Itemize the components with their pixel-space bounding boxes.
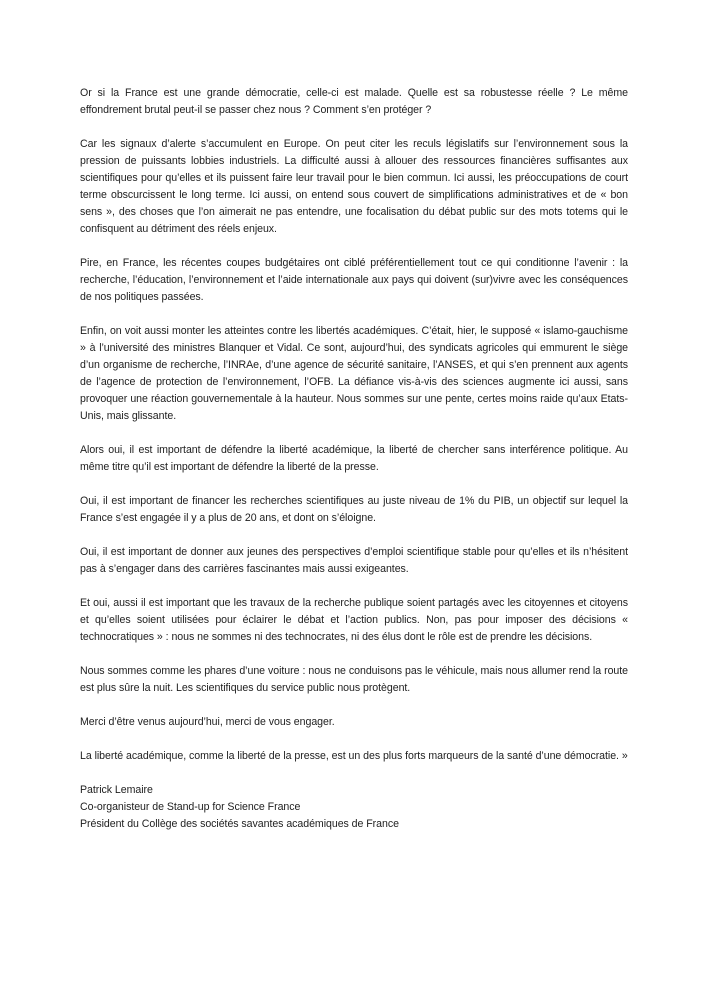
paragraph-young-scientists: Oui, il est important de donner aux jeunes des perspectives d’emploi scientifique stable pour qu’elles et ils n’hésitent pas à s’engager dans des carrières fascinantes mais aussi exigeantes. [80, 546, 628, 575]
paragraph-warning-signals: Car les signaux d’alerte s’accumulent en Europe. On peut citer les reculs législatifs sur l’environnement sous la pression de puissants lobbies industriels. La difficulté aussi à allouer des ressources financières suffisantes aux scientifiques pour qu’elles et ils puissent faire leur travail pour le bien commun. Ici aussi, les préoccupations de court terme obscurcissent le long terme. Ici aussi, on entend sous couvert de simplifications administratives et de « bon sens », des choses que l’on aimerait ne pas entendre, une focalisation du débat public sur des mots totems qui le confisquent au détriment des réels enjeux. [80, 138, 628, 235]
paragraph-democracy-question: Or si la France est une grande démocratie, celle-ci est malade. Quelle est sa robustesse réelle ? Le même effondrement brutal peut-il se passer chez nous ? Comment s’en protéger ? [80, 87, 628, 116]
paragraph-conclusion: La liberté académique, comme la liberté de la presse, est un des plus forts marqueurs de la santé d’une démocratie. » [80, 750, 628, 762]
signature-title-president: Président du Collège des sociétés savantes académiques de France [80, 818, 399, 830]
signature-title-organizer: Co-organisteur de Stand-up for Science France [80, 801, 301, 813]
paragraph-research-funding: Oui, il est important de financer les recherches scientifiques au juste niveau de 1% du PIB, un objectif sur lequel la France s’est engagée il y a plus de 20 ans, et dont on s’éloigne. [80, 495, 628, 524]
paragraph-public-research-sharing: Et oui, aussi il est important que les travaux de la recherche publique soient partagés avec les citoyennes et citoyens et qu’elles soient utilisées pour éclairer le débat et l’action publics. Non, pas pour imposer des décisions « technocratiques » : nous ne sommes ni des technocrates, ni des élus dont le rôle est de prendre les décisions. [80, 597, 628, 643]
signature-block [80, 782, 628, 833]
paragraph-academic-freedom-attacks: Enfin, on voit aussi monter les atteintes contre les libertés académiques. C’était, hier, le supposé « islamo-gauchisme » à l’université des ministres Blanquer et Vidal. Ce sont, aujourd’hui, des syndicats agricoles qui emmurent le siège d’un organisme de recherche, l’INRAe, d’une agence de sécurité sanitaire, l’ANSES, et qui s’en prennent aux agents de l’agence de protection de l’environnement, l’OFB. La défiance vis-à-vis des sciences augmente ici aussi, sans provoquer une réaction gouvernementale à la hauteur. Nous sommes sur une pente, certes moins raide qu’aux Etats-Unis, mais glissante. [80, 325, 628, 422]
signature-name: Patrick Lemaire [80, 784, 153, 796]
paragraph-headlights-metaphor: Nous sommes comme les phares d’une voiture : nous ne conduisons pas le véhicule, mais nous allumer rend la route est plus sûre la nuit. Les scientifiques du service public nous protègent. [80, 665, 628, 694]
paragraph-budget-cuts: Pire, en France, les récentes coupes budgétaires ont ciblé préférentiellement tout ce qui conditionne l’avenir : la recherche, l’éducation, l’environnement et l’aide internationale aux pays qui doivent (sur)vivre avec les conséquences de nos politiques passées. [80, 257, 628, 303]
paragraph-defend-academic-freedom: Alors oui, il est important de défendre la liberté académique, la liberté de chercher sans interférence politique. Au même titre qu’il est important de défendre la liberté de la presse. [80, 444, 628, 473]
document-page [80, 85, 628, 833]
paragraph-thanks: Merci d’être venus aujourd’hui, merci de vous engager. [80, 716, 335, 728]
